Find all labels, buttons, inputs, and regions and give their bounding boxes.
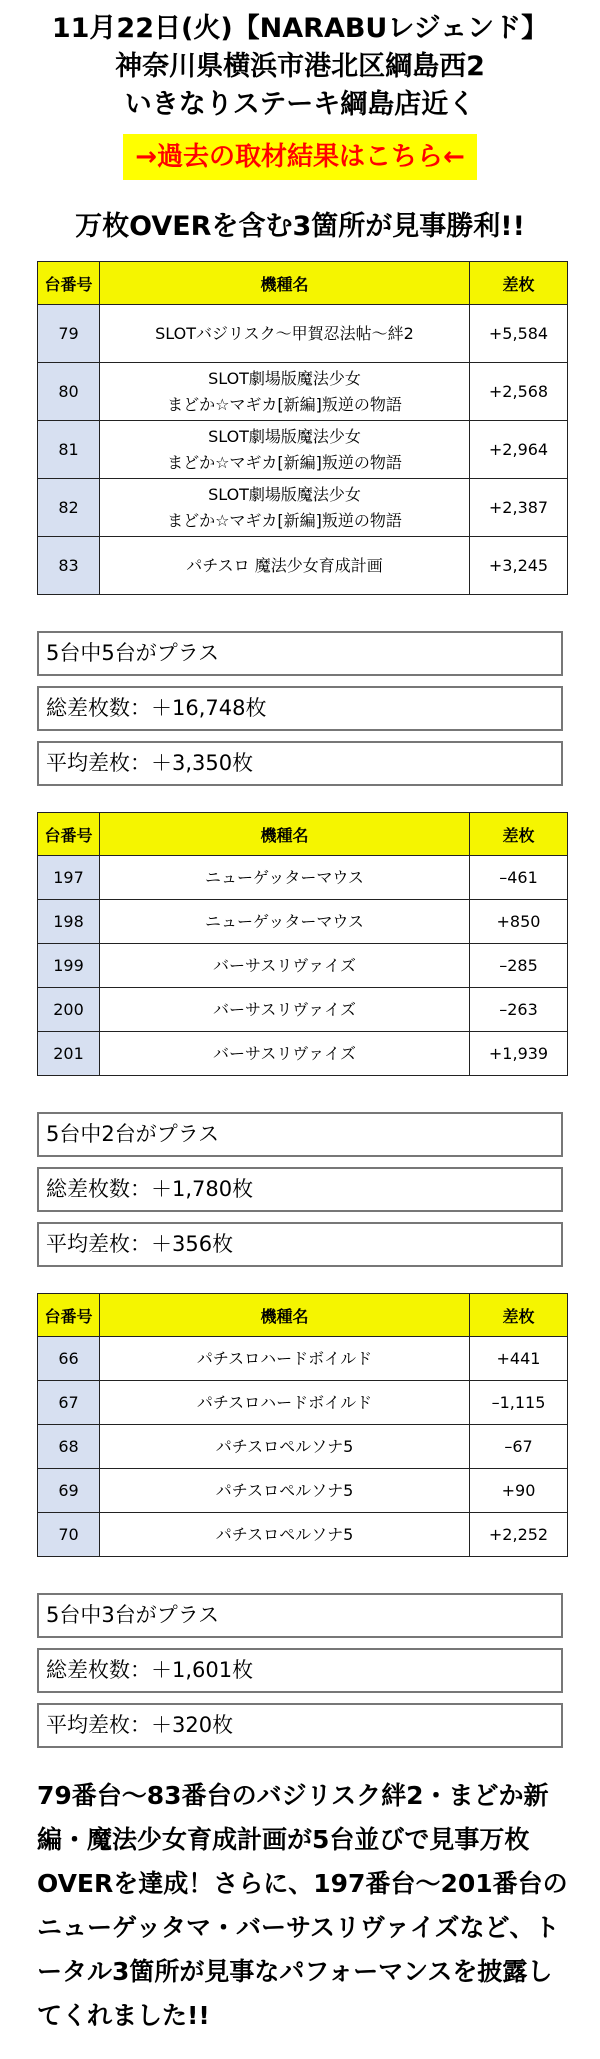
machine-name: パチスロペルソナ5 (100, 1425, 470, 1469)
coin-difference: +1,939 (470, 1032, 568, 1076)
table-row (38, 1469, 568, 1513)
plus-count-box: 5台中2台がプラス (37, 1112, 563, 1157)
coin-difference: +2,252 (470, 1513, 568, 1557)
average-diff-box: 平均差枚：＋320枚 (37, 1703, 563, 1748)
machine-number: 68 (38, 1425, 100, 1469)
machine-name: SLOT劇場版魔法少女 まどか☆マギカ[新編]叛逆の物語 (100, 479, 470, 537)
table-row (38, 944, 568, 988)
machine-number: 197 (38, 856, 100, 900)
coin-difference: –461 (470, 856, 568, 900)
coin-difference: +2,387 (470, 479, 568, 537)
machine-name: パチスロハードボイルド (100, 1381, 470, 1425)
table-row (38, 900, 568, 944)
coin-difference: +850 (470, 900, 568, 944)
event-header (0, 0, 600, 124)
machine-name: SLOTバジリスク～甲賀忍法帖～絆2 (100, 305, 470, 363)
machine-name: パチスロペルソナ5 (100, 1469, 470, 1513)
coin-difference: –263 (470, 988, 568, 1032)
machine-number: 80 (38, 363, 100, 421)
table-row (38, 421, 568, 479)
machine-number: 69 (38, 1469, 100, 1513)
col-header-num: 台番号 (38, 262, 100, 305)
machine-name: ニューゲッターマウス (100, 856, 470, 900)
past-results-link[interactable]: →過去の取材結果はこちら← (123, 134, 477, 180)
machine-number: 200 (38, 988, 100, 1032)
table-row (38, 988, 568, 1032)
coin-difference: +2,964 (470, 421, 568, 479)
table-header-row (38, 262, 568, 305)
event-address: 神奈川県横浜市港北区綱島西2 (115, 51, 485, 82)
table-row (38, 1381, 568, 1425)
machine-number: 67 (38, 1381, 100, 1425)
total-diff-box: 総差枚数：＋16,748枚 (37, 686, 563, 731)
table-header-row (38, 813, 568, 856)
summary-paragraph: 79番台～83番台のバジリスク絆2・まどか新編・魔法少女育成計画が5台並びで見事万枚OVERを達成！さらに、197番台～201番台のニューゲッタマ・バーサスリヴァイズなど、トータル3箇所が見事なパフォーマンスを披露してくれました!! (37, 1781, 568, 2030)
machine-name: パチスロハードボイルド (100, 1337, 470, 1381)
table-row (38, 479, 568, 537)
event-landmark: いきなりステーキ綱島店近く (124, 89, 476, 120)
plus-count-box: 5台中3台がプラス (37, 1593, 563, 1638)
col-header-name: 機種名 (100, 262, 470, 305)
machine-name: SLOT劇場版魔法少女 まどか☆マギカ[新編]叛逆の物語 (100, 421, 470, 479)
result-headline: 万枚OVERを含む3箇所が見事勝利!! (75, 211, 525, 242)
coin-difference: –67 (470, 1425, 568, 1469)
average-diff-box: 平均差枚：＋3,350枚 (37, 741, 563, 786)
machine-number: 70 (38, 1513, 100, 1557)
machine-name: SLOT劇場版魔法少女 まどか☆マギカ[新編]叛逆の物語 (100, 363, 470, 421)
total-diff-box: 総差枚数：＋1,780枚 (37, 1167, 563, 1212)
col-header-diff: 差枚 (470, 1294, 568, 1337)
table-row (38, 1337, 568, 1381)
col-header-num: 台番号 (38, 813, 100, 856)
results-table-3 (37, 1293, 568, 1557)
results-table-2 (37, 812, 568, 1076)
plus-count-box: 5台中5台がプラス (37, 631, 563, 676)
col-header-name: 機種名 (100, 813, 470, 856)
machine-name: バーサスリヴァイズ (100, 944, 470, 988)
machine-number: 79 (38, 305, 100, 363)
col-header-num: 台番号 (38, 1294, 100, 1337)
table-row (38, 1425, 568, 1469)
coin-difference: +5,584 (470, 305, 568, 363)
machine-number: 81 (38, 421, 100, 479)
machine-number: 66 (38, 1337, 100, 1381)
machine-name: バーサスリヴァイズ (100, 988, 470, 1032)
table-row (38, 856, 568, 900)
machine-number: 198 (38, 900, 100, 944)
table-row (38, 1513, 568, 1557)
machine-number: 82 (38, 479, 100, 537)
col-header-name: 機種名 (100, 1294, 470, 1337)
table-row (38, 537, 568, 595)
event-date-title: 11月22日(火)【NARABUレジェンド】 (51, 13, 549, 44)
machine-number: 199 (38, 944, 100, 988)
table-row (38, 305, 568, 363)
coin-difference: +441 (470, 1337, 568, 1381)
machine-name: バーサスリヴァイズ (100, 1032, 470, 1076)
machine-name: ニューゲッターマウス (100, 900, 470, 944)
coin-difference: +2,568 (470, 363, 568, 421)
machine-number: 201 (38, 1032, 100, 1076)
table-row (38, 363, 568, 421)
coin-difference: –1,115 (470, 1381, 568, 1425)
table-row (38, 1032, 568, 1076)
machine-number: 83 (38, 537, 100, 595)
col-header-diff: 差枚 (470, 262, 568, 305)
total-diff-box: 総差枚数：＋1,601枚 (37, 1648, 563, 1693)
table-header-row (38, 1294, 568, 1337)
results-table-1 (37, 261, 568, 595)
col-header-diff: 差枚 (470, 813, 568, 856)
coin-difference: +3,245 (470, 537, 568, 595)
coin-difference: –285 (470, 944, 568, 988)
average-diff-box: 平均差枚：＋356枚 (37, 1222, 563, 1267)
machine-name: パチスロ 魔法少女育成計画 (100, 537, 470, 595)
machine-name: パチスロペルソナ5 (100, 1513, 470, 1557)
coin-difference: +90 (470, 1469, 568, 1513)
